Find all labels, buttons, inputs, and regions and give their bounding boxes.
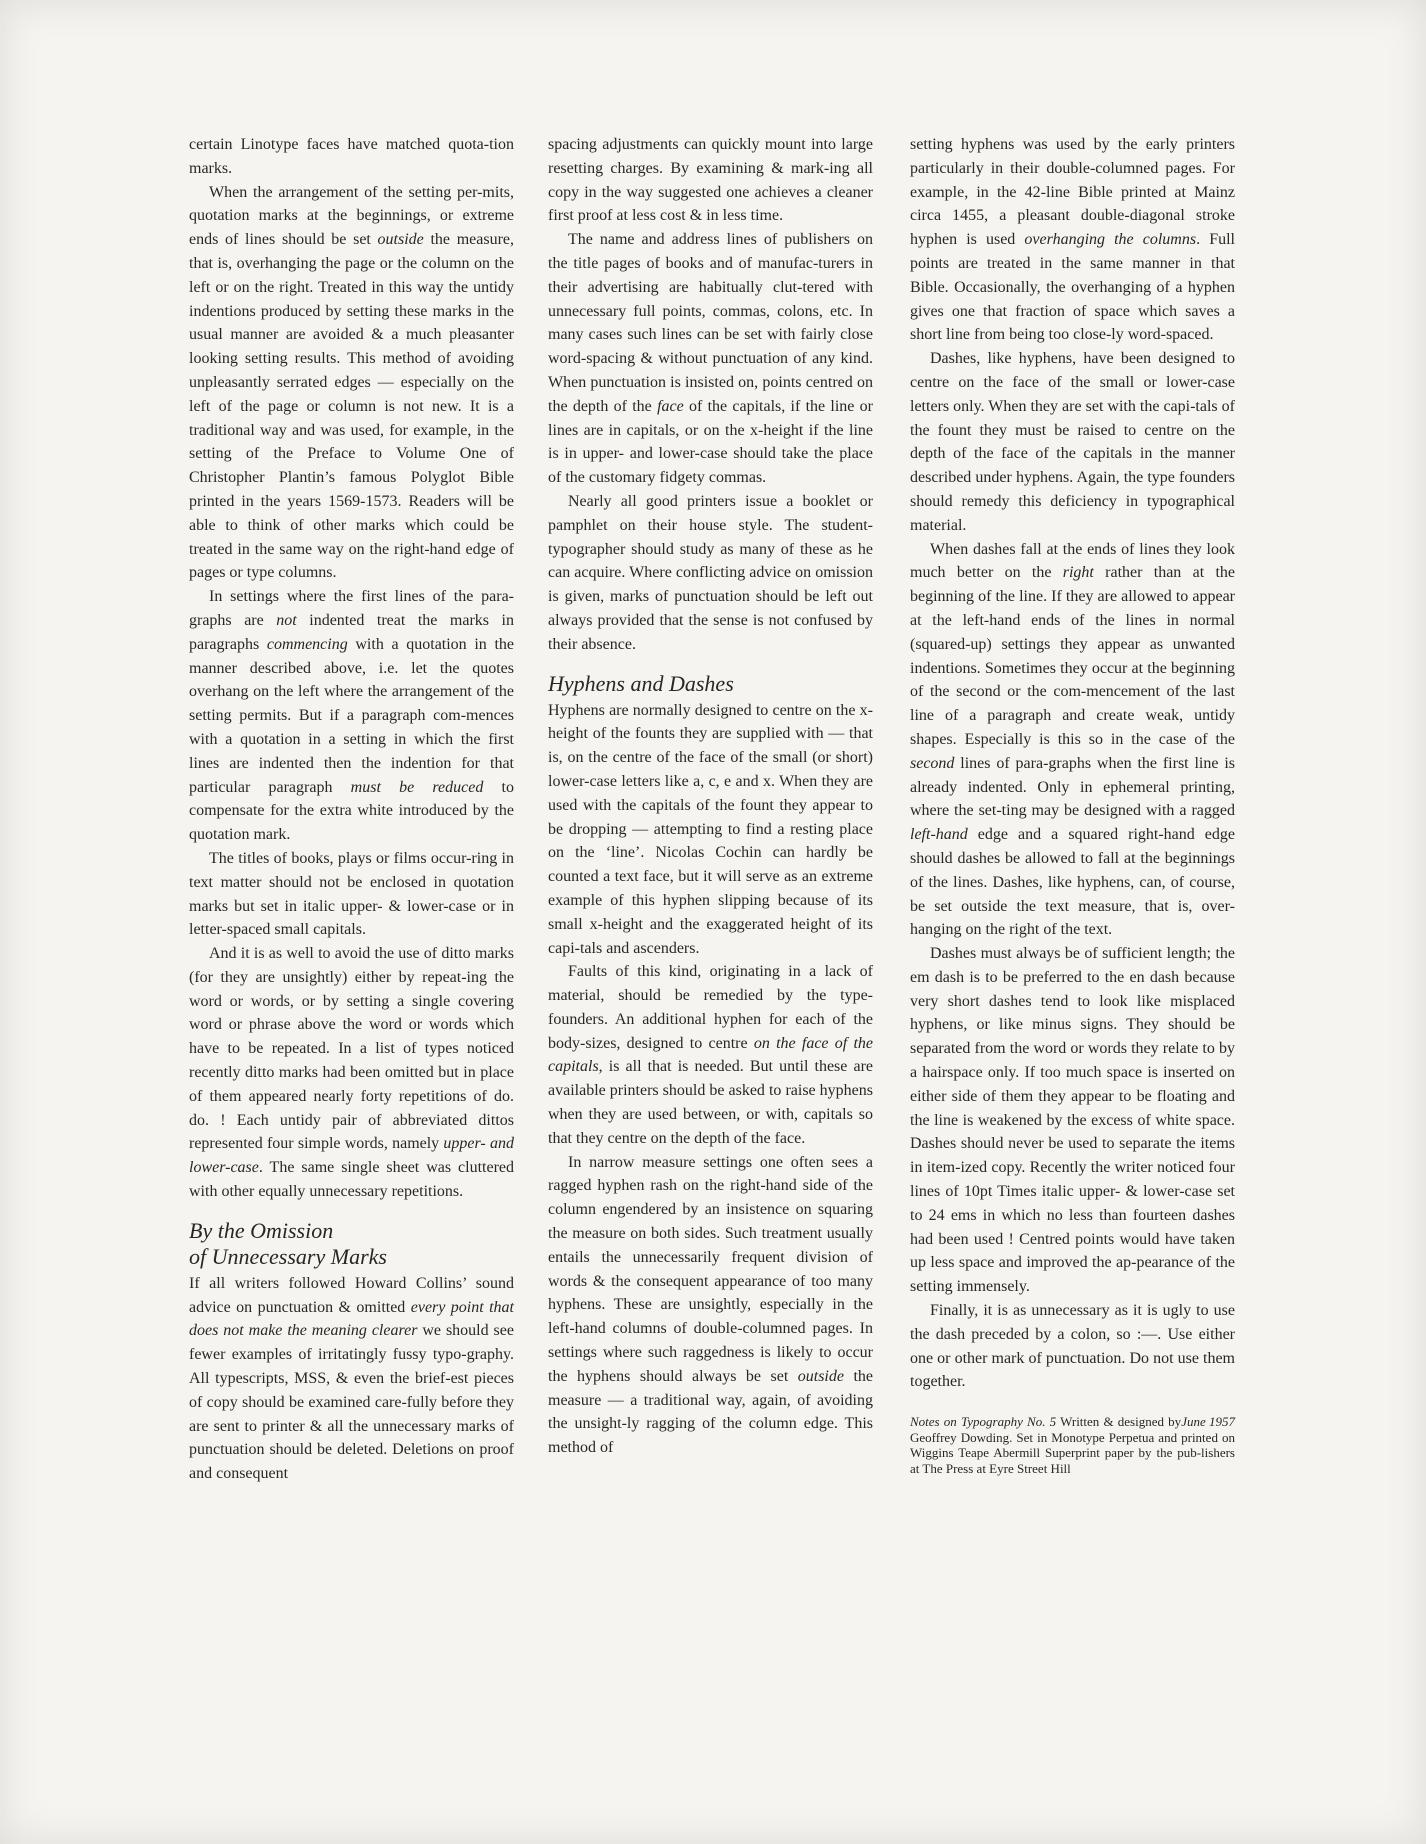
- body-paragraph: Finally, it is as unnecessary as it is ugly to use the dash preceded by a colon, so :—. Use either one or other mark of punctuation. Do not use them together.: [910, 1302, 1235, 1391]
- body-paragraph: certain Linotype faces have matched quota-tion marks.: [189, 136, 514, 177]
- body-paragraph: If all writers followed Howard Collins’ sound advice on punctuation & omitted every point that does not make the meaning clearer we should see fewer examples of irritatingly fussy typo-graphy. All typescripts, MSS, & even the brief-est pieces of copy should be examined care-fully before they are sent to printer & all the unnecessary marks of punctuation should be deleted. Deletions on proof and consequent: [189, 1274, 514, 1483]
- body-paragraph: Nearly all good printers issue a booklet or pamphlet on their house style. The student-typographer should study as many of these as he can acquire. Where conflicting advice on omission is given, marks of punctuation should be left out always provided that the sense is not confused by their absence.: [548, 492, 873, 653]
- body-paragraph: The name and address lines of publishers on the title pages of books and of manufac-turers in their advertising are habitually clut-tered with unnecessary full points, commas, colons, etc. In many cases such lines can be set with fairly close word-spacing & without punctuation of any kind. When punctuation is insisted on, points centred on the depth of the face of the capitals, if the line or lines are in capitals, or on the x-height if the line is in upper- and lower-case should take the place of the customary fidgety commas.: [548, 231, 874, 487]
- section-heading-line: By the Omission: [189, 1217, 334, 1243]
- body-paragraph: Faults of this kind, originating in a lack of material, should be remedied by the type-founders. An additional hyphen for each of the body-sizes, designed to centre on the face of the capitals, is all that is needed. But until these are available printers should be asked to raise hyphens when they are used between, or with, capitals so that they centre on the depth of the face.: [548, 963, 874, 1147]
- section-heading: [548, 671, 873, 697]
- section-heading-line: of Unnecessary Marks: [189, 1243, 387, 1269]
- body-paragraph: setting hyphens was used by the early printers particularly in their double-columned pages. For example, in the 42-line Bible printed at Mainz circa 1455, a pleasant double-diagonal stroke hyphen is used overhanging the columns. Full points are treated in the same manner in that Bible. Occasionally, the overhanging of a hyphen gives one that fraction of space which saves a short line from being too close-ly word-spaced.: [910, 136, 1235, 344]
- body-paragraph: Hyphens are normally designed to centre on the x-height of the founts they are supplied with — that is, on the centre of the face of the small (or short) lower-case letters like a, c, e and x. When they are used with the capitals of the fount they appear to be dropping — attempting to find a resting place on the ‘line’. Nicolas Cochin can hardly be counted a text face, but it will serve as an extreme example of this hyphen slipping because of its small x-height and the exaggerated height of its capi-tals and ascenders.: [548, 701, 873, 957]
- text-column-2: [548, 133, 873, 1460]
- text-column-3-body: [910, 133, 1235, 1394]
- text-column-3: [910, 133, 1235, 1476]
- body-paragraph: spacing adjustments can quickly mount into large resetting charges. By examining & mark-ing all copy in the way suggested one achieves a cleaner first proof at less cost & in less time.: [548, 136, 873, 225]
- section-heading-line: Hyphens and Dashes: [548, 670, 734, 696]
- body-paragraph: When dashes fall at the ends of lines they look much better on the right rather than at the beginning of the line. If they are allowed to appear at the left-hand ends of the lines in normal (squared-up) settings they appear as unwanted indentions. Sometimes they occur at the beginning of the second or the com-mencement of the last line of a paragraph and create weak, untidy shapes. Especially is this so in the case of the second lines of para-graphs when the first line is already indented. Only in ephemeral printing, where the set-ting may be designed with a ragged left-hand edge and a squared right-hand edge should dashes be allowed to fall at the beginnings of the lines. Dashes, like hyphens, can, of course, be set outside the text measure, that is, over-hanging on the right of the text.: [910, 540, 1235, 939]
- body-paragraph: In narrow measure settings one often sees a ragged hyphen rash on the right-hand side of the column engendered by an insistence on squaring the measure on both sides. Such treatment usually entails the unnecessarily frequent division of words & the consequent appearance of too many hyphens. These are unsightly, especially in the left-hand columns of double-columned pages. In settings where such raggedness is likely to occur the hyphens should always be set outside the measure — a traditional way, again, of avoiding the unsight-ly ragging of the column edge. This method of: [548, 1153, 873, 1457]
- colophon-text: Notes on Typography No. 5 Written & designed by Geoffrey Dowding. Set in Monotype Perpetua and printed on Wiggins Teape Abermill Superprint paper by the pub-lishers at The Press at Eyre Street Hill: [910, 1414, 1235, 1476]
- colophon-date: June 1957: [1181, 1414, 1235, 1430]
- text-column-1: [189, 133, 514, 1486]
- body-paragraph: Dashes, like hyphens, have been designed to centre on the face of the small or lower-case letters only. When they are set with the capi-tals of the fount they must be raised to centre on the depth of the face of the capitals in the manner described under hyphens. Again, the type founders should remedy this deficiency in typographical material.: [910, 350, 1235, 534]
- body-paragraph: Dashes must always be of sufficient length; the em dash is to be preferred to the en dash because very short dashes tend to look like misplaced hyphens, or like minus signs. They should be separated from the word or words they relate to by a hairspace only. If too much space is inserted on either side of them they appear to be floating and the line is weakened by the excess of white space. Dashes should never be used to separate the items in item-ized copy. Recently the writer noticed four lines of 10pt Times italic upper- & lower-case set to 24 ems in which no less than fourteen dashes had been used ! Centred points would have taken up less space and improved the ap-pearance of the setting immensely.: [910, 945, 1235, 1296]
- section-heading: [189, 1218, 514, 1270]
- body-paragraph: The titles of books, plays or films occur-ring in text matter should not be enclosed in quotation marks but set in italic upper- & lower-case or in letter-spaced small capitals.: [189, 849, 514, 939]
- body-paragraph: When the arrangement of the setting per-mits, quotation marks at the beginnings, or extreme ends of lines should be set outside the measure, that is, overhanging the page or the column on the left or on the right. Treated in this way the untidy indentions produced by setting these marks in the usual manner are avoided & a much pleasanter looking setting results. This method of avoiding unpleasantly serrated edges — especially on the left of the page or column is not new. It is a traditional way and was used, for example, in the setting of the Preface to Volume One of Christopher Plantin’s famous Polyglot Bible printed in the years 1569-1573. Readers will be able to think of other marks which could be treated in the same way on the right-hand edge of pages or type columns.: [189, 183, 514, 582]
- colophon: [910, 1414, 1235, 1476]
- body-paragraph: In settings where the first lines of the para-graphs are not indented treat the marks in paragraphs commencing with a quotation in the manner described above, i.e. let the quotes overhang on the left where the arrangement of the setting permits. But if a paragraph com-mences with a quotation in a setting in which the first lines are indented then the indention for that particular paragraph must be reduced to compensate for the extra white introduced by the quotation mark.: [189, 588, 515, 844]
- body-paragraph: And it is as well to avoid the use of ditto marks (for they are unsightly) either by repeat-ing the word or words, or by setting a single covering word or phrase above the word or words which have to be repeated. In a list of types noticed recently ditto marks had been omitted but in place of them appeared nearly forty repetitions of do. do. ! Each untidy pair of abbreviated dittos represented four simple words, namely upper- and lower-case. The same single sheet was cluttered with other equally unnecessary repetitions.: [189, 945, 514, 1201]
